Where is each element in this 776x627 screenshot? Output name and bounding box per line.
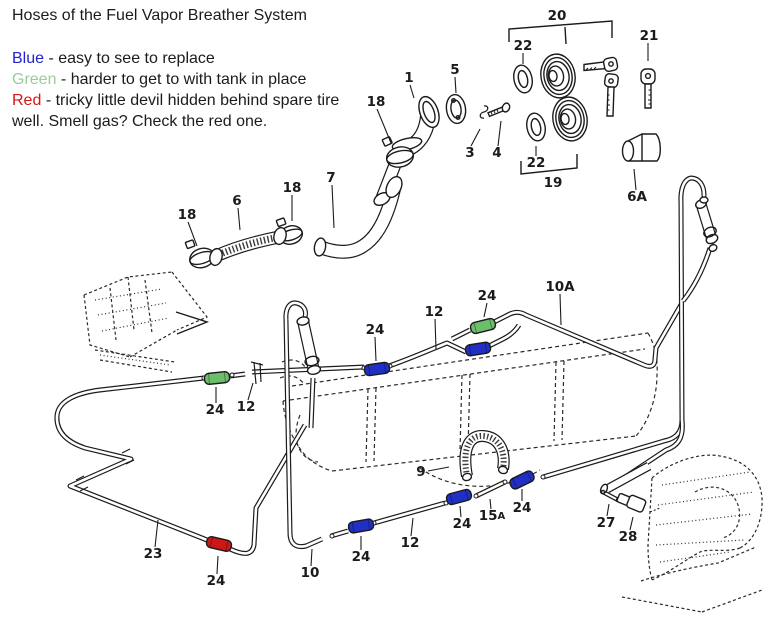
clip-3: [480, 106, 488, 118]
part-label-24: 24: [351, 549, 371, 565]
blue-connector-1: [364, 362, 390, 376]
blue-connector-2: [465, 342, 491, 357]
page-title: Hoses of the Fuel Vapor Breather System: [12, 7, 307, 24]
part-label-27: 27: [596, 515, 616, 531]
heat-shield-outline: [84, 272, 207, 372]
cap-key-horizontal: [584, 57, 618, 72]
part-label-24: 24: [512, 500, 532, 516]
gasket-5: [445, 93, 468, 124]
part-label-21: 21: [639, 28, 659, 44]
blue-connector-5: [508, 470, 535, 491]
locking-cap-20: [537, 51, 578, 100]
part-label-20: 20: [547, 8, 567, 24]
part-label-7: 7: [326, 170, 336, 186]
hose-and-pipe-lines: [57, 116, 712, 553]
hose-open-ends: [205, 174, 508, 482]
part-label-6A: 6A: [627, 189, 647, 205]
part-label-18: 18: [366, 94, 386, 110]
spare-tire-well-outline: [622, 455, 762, 612]
part-label-24: 24: [365, 322, 385, 338]
part-label-5: 5: [450, 62, 460, 78]
part-label-18: 18: [177, 207, 197, 223]
annotation-text-block: [12, 6, 368, 132]
part-label-9: 9: [416, 464, 426, 480]
part-label-6: 6: [232, 193, 242, 209]
legend-line-green: [12, 69, 368, 90]
part-label-24: 24: [205, 402, 225, 418]
green-connector-2: [470, 318, 497, 335]
heat-shield-edge: [176, 312, 207, 334]
valve-28: [617, 493, 660, 513]
legend-term-green: Green: [12, 71, 57, 88]
legend-text-green: - harder to get to with tank in place: [60, 71, 307, 88]
part-label-24: 24: [206, 573, 226, 589]
gasket-22-lower: [524, 111, 547, 142]
part-label-23: 23: [143, 546, 163, 562]
legend-text-blue: - easy to see to replace: [48, 50, 215, 67]
part-label-15A: 15A: [478, 508, 506, 524]
part-label-1: 1: [404, 70, 414, 86]
part-label-24: 24: [477, 288, 497, 304]
part-label-24: 24: [452, 516, 472, 532]
rubber-boot-6a: [623, 134, 661, 161]
key-blank-21: [641, 69, 655, 108]
green-connector-1: [204, 371, 230, 385]
cap-key-vertical: [604, 73, 619, 116]
legend-line-red: [12, 90, 368, 132]
red-connector-1: [206, 536, 233, 552]
part-label-18: 18: [282, 180, 302, 196]
part-label-12: 12: [236, 399, 256, 415]
gasket-22-upper: [511, 63, 534, 94]
bracket-20-tick: [565, 27, 566, 44]
locking-cap-19: [549, 94, 590, 143]
part-label-3: 3: [465, 145, 475, 161]
part-label-22: 22: [526, 155, 546, 171]
part-label-12: 12: [400, 535, 420, 551]
part-label-22: 22: [513, 38, 533, 54]
part-label-12: 12: [424, 304, 444, 320]
legend-term-red: Red: [12, 92, 42, 109]
part-label-28: 28: [618, 529, 638, 545]
legend-text-red: - tricky little devil hidden behind spare tire well. Smell gas? Check the red one.: [12, 92, 340, 130]
filler-elbow-flange: [391, 94, 443, 153]
legend-line-blue: [12, 48, 368, 69]
blue-connector-4: [446, 488, 473, 505]
part-label-4: 4: [492, 145, 502, 161]
blue-connector-3: [348, 518, 375, 533]
screw-4: [488, 102, 511, 116]
legend-term-blue: Blue: [12, 50, 45, 67]
heat-shield-hatch: [95, 289, 170, 365]
part-label-10A: 10A: [545, 279, 575, 295]
part-label-19: 19: [543, 175, 563, 191]
part-label-10: 10: [300, 565, 320, 581]
